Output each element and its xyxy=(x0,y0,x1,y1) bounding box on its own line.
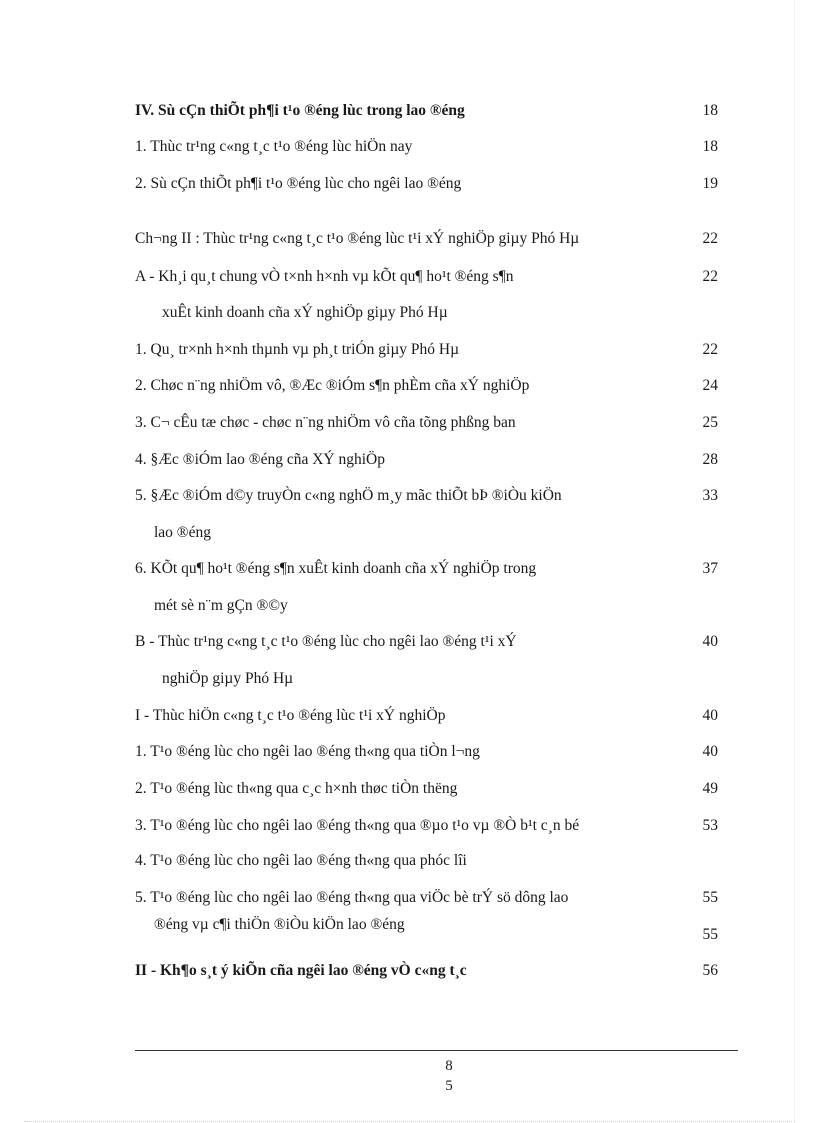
toc-entry: 1. Thùc tr¹ng c«ng t¸c t¹o ®éng lùc hiÖn nay xyxy=(135,138,413,155)
toc-page-number: 22 xyxy=(702,268,718,285)
toc-entry: 5. §Æc ®iÓm d©y truyÒn c«ng nghÖ m¸y mãc thiÕt bÞ ®iÒu kiÖn xyxy=(135,487,562,504)
toc-page-number: 24 xyxy=(702,377,718,394)
toc-entry: 2. T¹o ®éng lùc th«ng qua c¸c h×nh thøc tiÒn thëng xyxy=(135,780,458,797)
toc-chapter-heading: Ch¬ng II : Thùc tr¹ng c«ng t¸c t¹o ®éng lùc t¹i xÝ nghiÖp giµy Phó Hµ xyxy=(135,230,580,247)
toc-page-number: 40 xyxy=(702,707,718,724)
page-right-dotted-edge xyxy=(794,0,795,1123)
toc-page-number: 37 xyxy=(702,560,718,577)
toc-entry-continuation: nghiÖp giµy Phó Hµ xyxy=(162,670,294,687)
toc-entry: 5. T¹o ®éng lùc cho ngêi lao ®éng th«ng qua viÖc bè trÝ sö dông lao xyxy=(135,889,569,906)
toc-page-number: 49 xyxy=(702,780,718,797)
toc-page-number: 22 xyxy=(702,341,718,358)
toc-page-number: 55 xyxy=(702,926,718,943)
toc-page-number: 33 xyxy=(702,487,718,504)
toc-page-number: 28 xyxy=(702,451,718,468)
toc-entry: 4. T¹o ®éng lùc cho ngêi lao ®éng th«ng qua phóc lîi xyxy=(135,852,467,869)
toc-page-number: 53 xyxy=(702,817,718,834)
page-bottom-dotted-edge xyxy=(24,1121,792,1122)
footer-page-number-bottom: 5 xyxy=(445,1078,453,1094)
toc-entry: A - Kh¸i qu¸t chung vÒ t×nh h×nh vµ kÕt qu¶ ho¹t ®éng s¶n xyxy=(135,268,514,285)
toc-page-number: 55 xyxy=(702,889,718,906)
toc-page-number: 18 xyxy=(702,138,718,155)
toc-entry: 1. T¹o ®éng lùc cho ngêi lao ®éng th«ng qua tiÒn l¬ng xyxy=(135,743,480,760)
toc-entry: 3. T¹o ®éng lùc cho ngêi lao ®éng th«ng qua ®µo t¹o vµ ®Ò b¹t c¸n bé xyxy=(135,817,580,834)
toc-entry: 6. KÕt qu¶ ho¹t ®éng s¶n xuÊt kinh doanh cña xÝ nghiÖp trong xyxy=(135,560,537,577)
toc-page-number: 19 xyxy=(702,175,718,192)
footer-divider xyxy=(135,1050,738,1051)
footer-page-number-top: 8 xyxy=(445,1058,453,1074)
toc-page-number: 18 xyxy=(702,102,718,119)
toc-entry: 2. Chøc n¨ng nhiÖm vô, ®Æc ®iÓm s¶n phÈm cña xÝ nghiÖp xyxy=(135,377,530,394)
toc-entry: 4. §Æc ®iÓm lao ®éng cña XÝ nghiÖp xyxy=(135,451,385,468)
toc-entry-continuation: xuÊt kinh doanh cña xÝ nghiÖp giµy Phó Hµ xyxy=(162,304,448,321)
toc-page-number: 22 xyxy=(702,230,718,247)
toc-entry: 2. Sù cÇn thiÕt ph¶i t¹o ®éng lùc cho ngêi lao ®éng xyxy=(135,175,462,192)
toc-heading-section-iv: IV. Sù cÇn thiÕt ph¶i t¹o ®éng lùc trong lao ®éng xyxy=(135,102,465,119)
toc-page-number: 40 xyxy=(702,743,718,760)
toc-entry-continuation: ®éng vµ c¶i thiÖn ®iÒu kiÖn lao ®éng xyxy=(154,916,405,933)
toc-entry-continuation: mét sè n¨m gÇn ®©y xyxy=(154,597,288,614)
toc-entry: 1. Qu¸ tr×nh h×nh thµnh vµ ph¸t triÓn giµy Phó Hµ xyxy=(135,341,460,358)
toc-page-number: 40 xyxy=(702,633,718,650)
toc-entry-continuation: lao ®éng xyxy=(154,524,211,541)
toc-entry: 3. C¬ cÊu tæ chøc - chøc n¨ng nhiÖm vô cña tõng phßng ban xyxy=(135,414,516,431)
toc-section-heading: B - Thùc tr¹ng c«ng t¸c t¹o ®éng lùc cho ngêi lao ®éng t¹i xÝ xyxy=(135,633,517,650)
toc-page-number: 56 xyxy=(702,962,718,979)
toc-entry: I - Thùc hiÖn c«ng t¸c t¹o ®éng lùc t¹i xÝ nghiÖp xyxy=(135,707,446,724)
toc-heading-section-ii: II - Kh¶o s¸t ý kiÕn cña ngêi lao ®éng vÒ c«ng t¸c xyxy=(135,962,467,979)
toc-page-number: 25 xyxy=(702,414,718,431)
